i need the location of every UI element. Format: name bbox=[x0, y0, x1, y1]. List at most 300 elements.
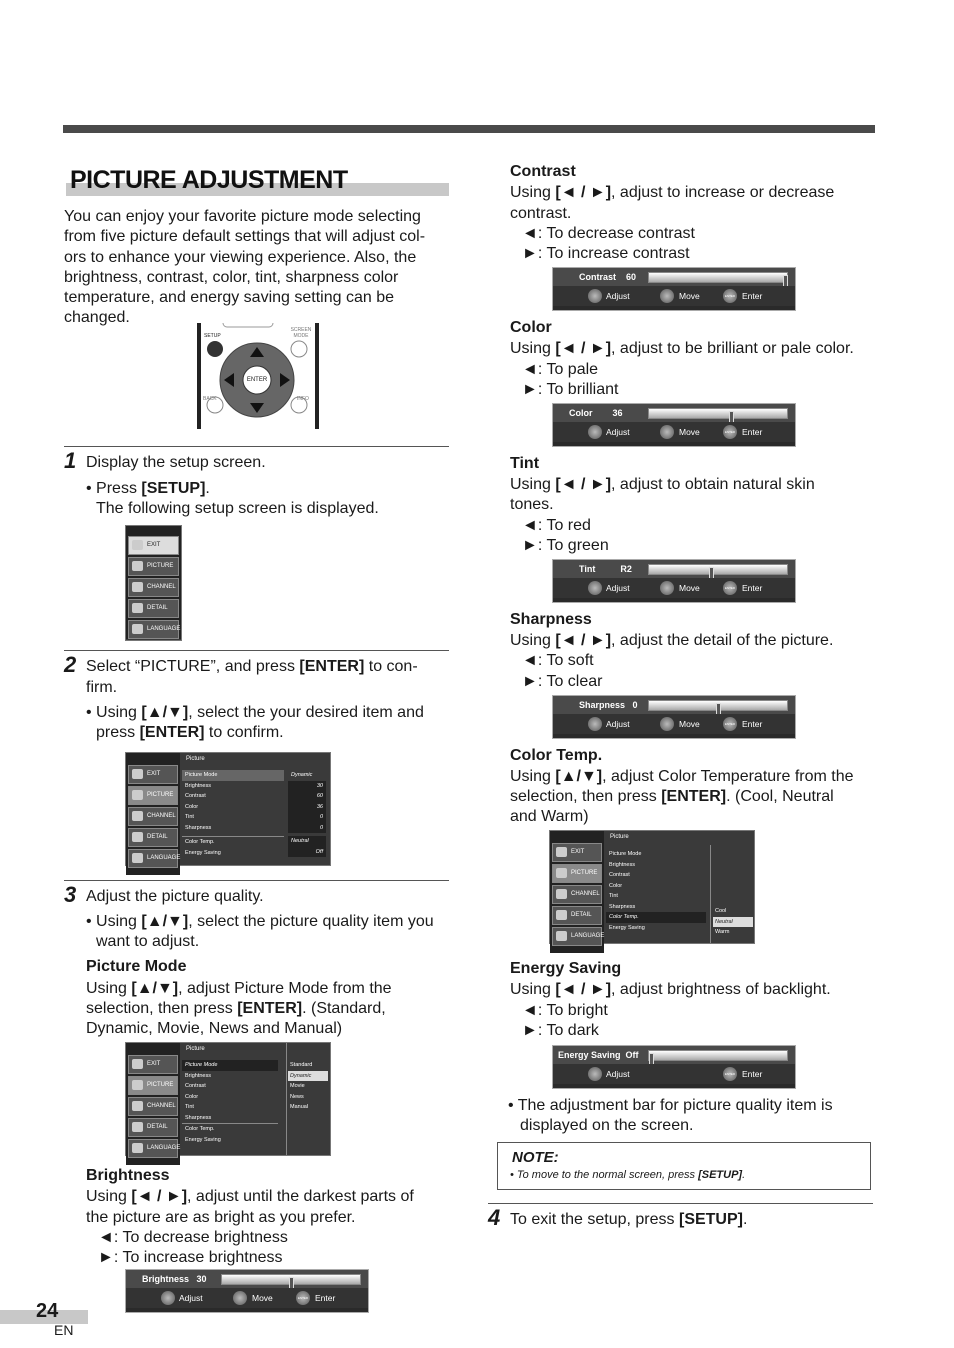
right-arrow-icon: ► bbox=[522, 537, 538, 554]
text: Using bbox=[510, 340, 556, 357]
color-heading: Color bbox=[510, 319, 552, 336]
bar-track bbox=[648, 408, 788, 419]
exit-icon bbox=[132, 1059, 143, 1069]
brightness-bar bbox=[125, 1269, 369, 1313]
panel-header: Picture bbox=[186, 1046, 205, 1052]
hint: Enter bbox=[742, 1069, 763, 1079]
option-row: Movie bbox=[290, 1083, 305, 1089]
step-1-bullet bbox=[86, 479, 210, 499]
menu-row-label: Color bbox=[185, 1093, 199, 1100]
text: • Using bbox=[86, 704, 142, 721]
side-item-picture bbox=[552, 864, 602, 883]
label: EXIT bbox=[147, 542, 161, 548]
label: LANGUAGE bbox=[147, 855, 181, 861]
adjust-bar-note: • The adjustment bar for picture quality item is bbox=[508, 1097, 833, 1114]
text: . bbox=[742, 1211, 748, 1228]
move-button-icon bbox=[660, 289, 674, 303]
text: , adjust until the darkest parts of bbox=[187, 1188, 414, 1205]
key: [ENTER] bbox=[139, 724, 205, 741]
right-arrow-icon: ► bbox=[522, 381, 538, 398]
enter-button-icon: ENTER bbox=[296, 1291, 310, 1305]
side-item-channel bbox=[128, 807, 178, 826]
menu-row-label: Color Temp. bbox=[606, 912, 706, 923]
side-item-detail bbox=[128, 599, 179, 618]
text: selection, then press bbox=[510, 788, 662, 805]
bar-label: Contrast 60 bbox=[579, 272, 637, 282]
text: Using bbox=[86, 1188, 132, 1205]
menu-row-label: Color bbox=[609, 882, 623, 889]
key: [▲/▼] bbox=[555, 768, 603, 785]
energy-heading: Energy Saving bbox=[510, 960, 622, 977]
tint-right-hint bbox=[522, 536, 609, 556]
menu-row-label: Color Temp. bbox=[182, 1123, 278, 1135]
menu-row-label: Energy Saving bbox=[185, 849, 221, 856]
option-row: Warm bbox=[715, 929, 730, 935]
text: • Press bbox=[86, 480, 142, 497]
detail-icon bbox=[556, 910, 567, 920]
brightness-heading: Brightness bbox=[86, 1167, 170, 1184]
hint: Adjust bbox=[606, 1069, 630, 1079]
text: to confirm. bbox=[204, 724, 284, 741]
step-2-line2: firm. bbox=[86, 679, 118, 696]
option-row: Standard bbox=[290, 1062, 313, 1068]
brightness-left-hint bbox=[98, 1228, 288, 1248]
bar-track bbox=[648, 564, 788, 575]
menu-row-value: 0 bbox=[288, 812, 326, 823]
picture-mode-screen bbox=[125, 1042, 331, 1156]
text: : To dark bbox=[537, 1022, 599, 1039]
language-icon bbox=[132, 624, 143, 634]
sharpness-right-hint bbox=[522, 672, 602, 692]
text: , select the your desired item and bbox=[188, 704, 424, 721]
side-item-detail bbox=[552, 906, 602, 925]
picture-icon bbox=[132, 1080, 143, 1090]
key: [ENTER] bbox=[299, 658, 365, 675]
note-box bbox=[497, 1142, 871, 1190]
side-menu bbox=[126, 526, 181, 639]
brightness-line1 bbox=[86, 1187, 414, 1207]
text: , adjust Picture Mode from the bbox=[178, 980, 392, 997]
enter-button-icon: ENTER bbox=[723, 425, 737, 439]
text: : To increase brightness bbox=[113, 1249, 283, 1266]
step-3-text: Adjust the picture quality. bbox=[86, 888, 264, 905]
detail-icon bbox=[132, 603, 143, 613]
label: CHANNEL bbox=[571, 891, 600, 897]
exit-icon bbox=[132, 540, 143, 550]
intro-line: temperature, and energy saving setting can be bbox=[64, 289, 394, 307]
text: press bbox=[96, 724, 140, 741]
step-3-bullet-cont: want to adjust. bbox=[96, 933, 200, 950]
menu-row-label: Brightness bbox=[185, 1072, 211, 1079]
intro-line: from five picture default settings that will adjust col- bbox=[64, 228, 426, 246]
contrast-heading: Contrast bbox=[510, 163, 576, 180]
label: LANGUAGE bbox=[147, 1145, 181, 1151]
panel-body bbox=[182, 767, 328, 863]
remote-setup-label: SETUP bbox=[204, 333, 221, 339]
color-bar bbox=[552, 403, 796, 447]
step-4-text bbox=[510, 1210, 747, 1230]
enter-button-icon: ENTER bbox=[723, 717, 737, 731]
side-item-channel bbox=[552, 885, 602, 904]
menu-row-label: Tint bbox=[185, 1104, 194, 1110]
side-item-channel bbox=[128, 578, 179, 597]
color-temp-line3: and Warm) bbox=[510, 808, 589, 825]
left-arrow-icon: ◄ bbox=[98, 1229, 114, 1246]
text: : To green bbox=[537, 537, 609, 554]
page-title: PICTURE ADJUSTMENT bbox=[70, 166, 348, 194]
top-rule bbox=[63, 125, 875, 133]
picture-mode-line2 bbox=[86, 999, 386, 1019]
tint-heading: Tint bbox=[510, 455, 540, 472]
hint: Adjust bbox=[606, 583, 630, 593]
step-2-bullet bbox=[86, 703, 424, 723]
menu-row-label: Color bbox=[185, 803, 199, 810]
adjust-bar-note-cont: displayed on the screen. bbox=[520, 1117, 694, 1134]
label: EXIT bbox=[147, 771, 161, 777]
picture-menu-screen bbox=[125, 752, 331, 866]
menu-row-value: 36 bbox=[288, 802, 326, 813]
detail-icon bbox=[132, 1122, 143, 1132]
energy-line1 bbox=[510, 980, 831, 1000]
text: • To move to the normal screen, press bbox=[510, 1169, 699, 1181]
key: [◄ / ►] bbox=[131, 1188, 188, 1205]
text: Using bbox=[510, 632, 556, 649]
hint: Adjust bbox=[606, 427, 630, 437]
bar-track bbox=[648, 1050, 788, 1061]
bar-label: Tint R2 bbox=[579, 564, 632, 574]
step-4-number: 4 bbox=[488, 1205, 501, 1230]
menu-row-label: Picture Mode bbox=[609, 851, 642, 857]
right-arrow-icon: ► bbox=[522, 1022, 538, 1039]
step-2-number: 2 bbox=[64, 652, 77, 677]
adjust-button-icon bbox=[588, 425, 602, 439]
adjust-button-icon bbox=[588, 289, 602, 303]
option-row: Cool bbox=[715, 908, 727, 914]
enter-button-icon: ENTER bbox=[723, 581, 737, 595]
key: [SETUP] bbox=[698, 1169, 743, 1181]
picture-mode-heading: Picture Mode bbox=[86, 958, 187, 975]
menu-row-value: 0 bbox=[288, 823, 326, 834]
adjust-button-icon bbox=[588, 581, 602, 595]
hint: Move bbox=[679, 427, 700, 437]
step-1-number: 1 bbox=[64, 448, 77, 473]
left-arrow-icon: ◄ bbox=[522, 1002, 538, 1019]
menu-row-value: Neutral bbox=[288, 836, 326, 847]
hint: Adjust bbox=[606, 291, 630, 301]
intro-line: ors to enhance your viewing experience. Also, the bbox=[64, 248, 417, 266]
bar-label: Sharpness 0 bbox=[579, 700, 638, 710]
menu-row-label: Contrast bbox=[185, 1083, 206, 1089]
text: , adjust Color Temperature from the bbox=[602, 768, 854, 785]
language-icon bbox=[132, 853, 143, 863]
label: EXIT bbox=[571, 849, 585, 855]
energy-left-hint bbox=[522, 1001, 608, 1021]
menu-row-value: Off bbox=[288, 847, 326, 858]
key: [SETUP] bbox=[141, 480, 206, 497]
channel-icon bbox=[132, 811, 143, 821]
text: : To clear bbox=[537, 673, 603, 690]
picture-icon bbox=[132, 561, 143, 571]
remote-enter-label: ENTER bbox=[246, 377, 268, 383]
adjust-button-icon bbox=[588, 1067, 602, 1081]
left-arrow-icon: ◄ bbox=[522, 361, 538, 378]
channel-icon bbox=[132, 582, 143, 592]
menu-row-label: Sharpness bbox=[185, 1114, 212, 1121]
text: Select “PICTURE”, and press bbox=[86, 658, 300, 675]
option-row: News bbox=[290, 1093, 304, 1100]
side-item-language bbox=[552, 927, 605, 946]
menu-row-label: Sharpness bbox=[609, 903, 636, 910]
text: : To pale bbox=[537, 361, 599, 378]
hint: Enter bbox=[742, 291, 763, 301]
side-menu bbox=[550, 831, 604, 953]
text: . bbox=[205, 480, 210, 497]
divider bbox=[64, 650, 449, 651]
text: Using bbox=[86, 980, 132, 997]
text: Using bbox=[510, 476, 556, 493]
tint-bar bbox=[552, 559, 796, 603]
key: [▲/▼] bbox=[131, 980, 179, 997]
bar-track bbox=[648, 700, 788, 711]
text: , adjust the detail of the picture. bbox=[611, 632, 834, 649]
intro-paragraph bbox=[64, 207, 454, 329]
menu-row-label: Energy Saving bbox=[185, 1136, 221, 1143]
key: [◄ / ►] bbox=[555, 476, 612, 493]
setup-screen-main bbox=[125, 525, 182, 641]
text: To exit the setup, press bbox=[510, 1211, 679, 1228]
exit-icon bbox=[132, 769, 143, 779]
label: PICTURE bbox=[147, 792, 174, 798]
picture-icon bbox=[132, 790, 143, 800]
hint: Enter bbox=[742, 583, 763, 593]
color-temp-line2 bbox=[510, 787, 834, 807]
intro-line: changed. bbox=[64, 309, 130, 327]
exit-icon bbox=[556, 847, 567, 857]
side-item-picture bbox=[128, 786, 178, 805]
label: DETAIL bbox=[147, 605, 168, 611]
text: : To decrease brightness bbox=[113, 1229, 288, 1246]
menu-row-value: 60 bbox=[288, 791, 326, 802]
sharpness-line1 bbox=[510, 631, 833, 651]
language-icon bbox=[556, 931, 567, 941]
side-item-language bbox=[128, 1139, 181, 1158]
menu-row-label: Tint bbox=[609, 893, 618, 899]
key: [◄ / ►] bbox=[555, 632, 612, 649]
side-menu bbox=[126, 1043, 180, 1165]
picture-mode-line3: Dynamic, Movie, News and Manual) bbox=[86, 1020, 343, 1037]
tint-line2: tones. bbox=[510, 496, 554, 513]
color-temp-line1 bbox=[510, 767, 854, 787]
menu-row-label: Tint bbox=[185, 814, 194, 820]
hint: Enter bbox=[742, 719, 763, 729]
contrast-right-hint bbox=[522, 244, 690, 264]
bar-track bbox=[221, 1274, 361, 1285]
label: DETAIL bbox=[147, 834, 168, 840]
text: , adjust to increase or decrease bbox=[611, 184, 835, 201]
key: [▲/▼] bbox=[141, 704, 189, 721]
text: selection, then press bbox=[86, 1000, 238, 1017]
panel-header: Picture bbox=[610, 834, 629, 840]
text: , select the picture quality item you bbox=[188, 913, 434, 930]
step-3-bullet bbox=[86, 912, 434, 932]
tint-left-hint bbox=[522, 516, 591, 536]
menu-row-label: Picture Mode bbox=[182, 1060, 278, 1071]
hint: Adjust bbox=[606, 719, 630, 729]
note-text bbox=[510, 1169, 745, 1181]
label: DETAIL bbox=[571, 912, 592, 918]
text: Using bbox=[510, 768, 556, 785]
channel-icon bbox=[556, 889, 567, 899]
key: [ENTER] bbox=[237, 1000, 303, 1017]
remote-screen-mode-label: SCREEN MODE bbox=[290, 327, 312, 339]
label: PICTURE bbox=[147, 1082, 174, 1088]
text: to con- bbox=[364, 658, 418, 675]
contrast-line2: contrast. bbox=[510, 205, 572, 222]
divider bbox=[488, 1203, 873, 1204]
option-row: Manual bbox=[290, 1104, 309, 1110]
text: , adjust to obtain natural skin bbox=[611, 476, 815, 493]
move-button-icon bbox=[233, 1291, 247, 1305]
text: . (Standard, bbox=[302, 1000, 386, 1017]
right-arrow-icon: ► bbox=[522, 673, 538, 690]
step-1-bullet-cont: The following setup screen is displayed. bbox=[96, 500, 379, 517]
text: Using bbox=[510, 184, 556, 201]
label: CHANNEL bbox=[147, 813, 176, 819]
menu-row-value: Dynamic bbox=[291, 772, 313, 778]
label: PICTURE bbox=[571, 870, 598, 876]
menu-row-label: Color Temp. bbox=[182, 836, 284, 848]
side-item-picture bbox=[128, 557, 179, 576]
label: CHANNEL bbox=[147, 1103, 176, 1109]
key: [SETUP] bbox=[678, 1211, 743, 1228]
divider bbox=[64, 880, 449, 881]
picture-icon bbox=[556, 868, 567, 878]
hint: Adjust bbox=[179, 1293, 203, 1303]
label: EXIT bbox=[147, 1061, 161, 1067]
contrast-bar bbox=[552, 267, 796, 311]
energy-right-hint bbox=[522, 1021, 599, 1041]
menu-row-label: Energy Saving bbox=[609, 924, 645, 931]
color-left-hint bbox=[522, 360, 598, 380]
side-menu bbox=[126, 753, 180, 875]
key: [▲/▼] bbox=[141, 913, 189, 930]
menu-row-label: Brightness bbox=[609, 861, 635, 868]
bar-label: Energy Saving Off bbox=[558, 1050, 639, 1060]
energy-bar bbox=[552, 1045, 796, 1089]
text: : To soft bbox=[537, 652, 594, 669]
remote-back-label: BACK bbox=[203, 396, 217, 402]
text: , adjust to be brilliant or pale color. bbox=[611, 340, 854, 357]
side-item-exit bbox=[552, 843, 602, 862]
move-button-icon bbox=[660, 581, 674, 595]
hint: Enter bbox=[742, 427, 763, 437]
key: [◄ / ►] bbox=[555, 184, 612, 201]
sharpness-left-hint bbox=[522, 651, 594, 671]
side-item-exit bbox=[128, 765, 178, 784]
picture-mode-line1 bbox=[86, 979, 392, 999]
panel-header: Picture bbox=[186, 756, 205, 762]
hint: Move bbox=[679, 583, 700, 593]
sharpness-heading: Sharpness bbox=[510, 611, 592, 628]
bar-track bbox=[648, 272, 788, 283]
step-3-number: 3 bbox=[64, 882, 77, 907]
intro-line: brightness, contrast, color, tint, sharpness color bbox=[64, 268, 399, 286]
color-right-hint bbox=[522, 380, 618, 400]
step-1-text: Display the setup screen. bbox=[86, 454, 266, 471]
remote-illustration bbox=[193, 323, 323, 429]
adjust-button-icon bbox=[588, 717, 602, 731]
text: : To decrease contrast bbox=[537, 225, 695, 242]
right-arrow-icon: ► bbox=[522, 245, 538, 262]
menu-row-label: Sharpness bbox=[185, 824, 212, 831]
contrast-left-hint bbox=[522, 224, 695, 244]
key: [◄ / ►] bbox=[555, 340, 612, 357]
text: : To brilliant bbox=[537, 381, 619, 398]
move-button-icon bbox=[660, 717, 674, 731]
side-item-detail bbox=[128, 828, 178, 847]
enter-button-icon: ENTER bbox=[723, 289, 737, 303]
bar-label: Brightness 30 bbox=[142, 1274, 207, 1284]
text: Using bbox=[510, 981, 556, 998]
color-line1 bbox=[510, 339, 854, 359]
hint: Move bbox=[252, 1293, 273, 1303]
channel-icon bbox=[132, 1101, 143, 1111]
side-item-detail bbox=[128, 1118, 178, 1137]
label: LANGUAGE bbox=[147, 626, 181, 632]
contrast-line1 bbox=[510, 183, 834, 203]
side-item-exit bbox=[128, 1055, 178, 1074]
text: , adjust brightness of backlight. bbox=[611, 981, 831, 998]
text: . bbox=[742, 1169, 746, 1181]
side-item-exit bbox=[128, 536, 179, 555]
label: PICTURE bbox=[147, 563, 174, 569]
option-row: Dynamic bbox=[288, 1071, 328, 1082]
menu-row-label: Contrast bbox=[185, 793, 206, 799]
brightness-line2: the picture are as bright as you prefer. bbox=[86, 1209, 356, 1226]
right-arrow-icon: ► bbox=[98, 1249, 114, 1266]
hint: Move bbox=[679, 719, 700, 729]
menu-row-label: Contrast bbox=[609, 872, 630, 878]
text: • Using bbox=[86, 913, 142, 930]
side-item-channel bbox=[128, 1097, 178, 1116]
side-item-language bbox=[128, 620, 179, 639]
left-arrow-icon: ◄ bbox=[522, 652, 538, 669]
brightness-right-hint bbox=[98, 1248, 283, 1268]
option-row: Neutral bbox=[713, 917, 753, 928]
hint: Move bbox=[679, 291, 700, 301]
label: LANGUAGE bbox=[571, 933, 605, 939]
divider bbox=[64, 446, 449, 447]
page-number: 24 bbox=[36, 1300, 59, 1322]
remote-info-label: INFO bbox=[297, 396, 309, 402]
note-heading: NOTE: bbox=[512, 1149, 559, 1166]
adjust-button-icon bbox=[161, 1291, 175, 1305]
sharpness-bar bbox=[552, 695, 796, 739]
side-item-language bbox=[128, 849, 181, 868]
label: CHANNEL bbox=[147, 584, 176, 590]
intro-line: You can enjoy your favorite picture mode selecting bbox=[64, 208, 421, 225]
step-2-line1 bbox=[86, 657, 418, 677]
menu-row-label: Picture Mode bbox=[182, 770, 284, 781]
tint-line1 bbox=[510, 475, 815, 495]
enter-button-icon: ENTER bbox=[723, 1067, 737, 1081]
step-2-bullet-cont bbox=[96, 723, 284, 743]
move-button-icon bbox=[660, 425, 674, 439]
label: DETAIL bbox=[147, 1124, 168, 1130]
color-temp-screen bbox=[549, 830, 755, 944]
page-lang: EN bbox=[54, 1322, 74, 1338]
key: [ENTER] bbox=[661, 788, 727, 805]
